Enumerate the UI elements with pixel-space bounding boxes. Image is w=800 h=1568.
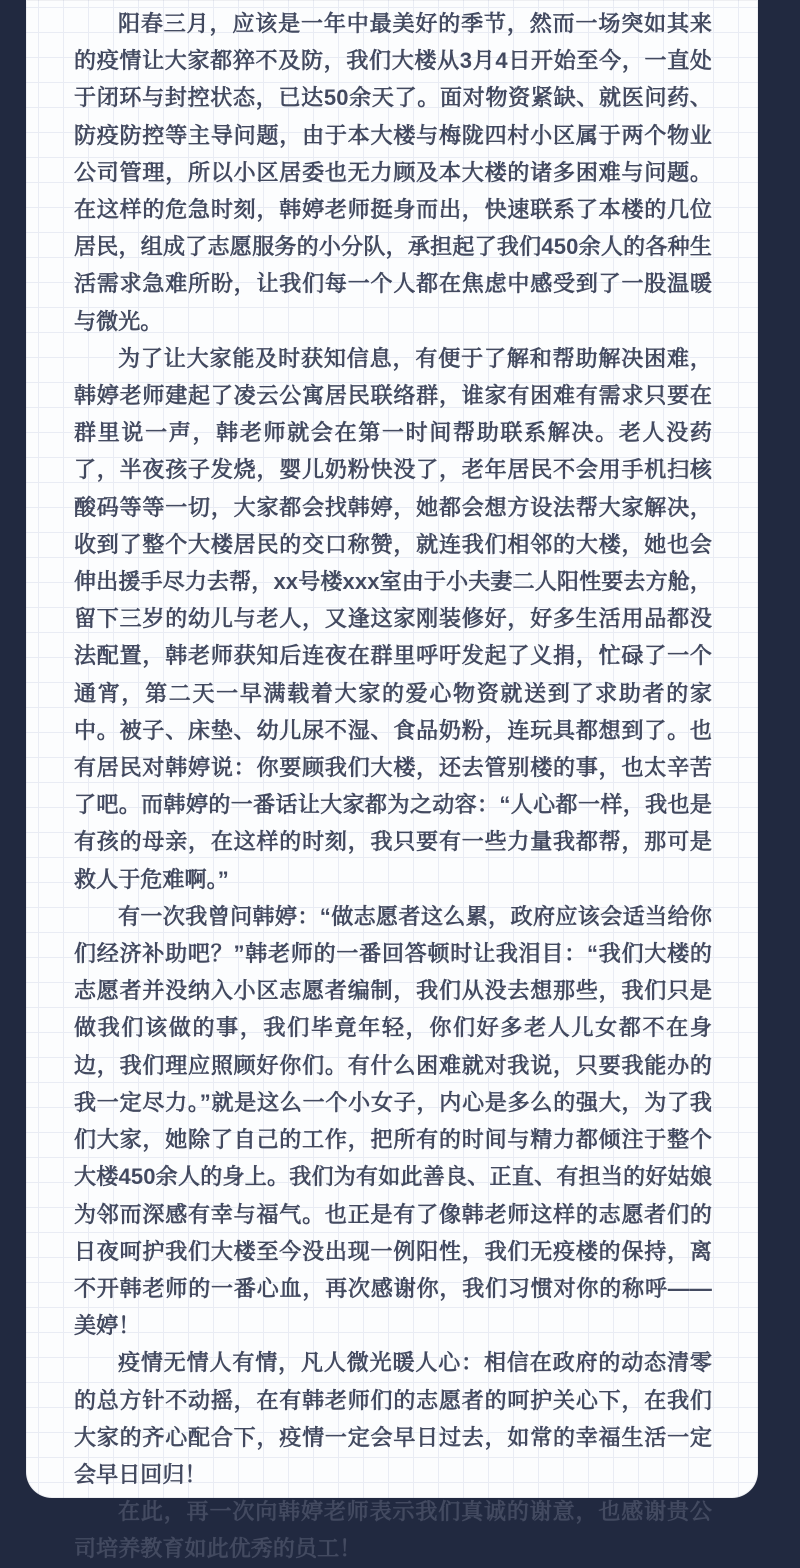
letter-card (26, 0, 758, 1562)
letter-paragraph: 为了让大家能及时获知信息，有便于了解和帮助解决困难，韩婷老师建起了凌云公寓居民联络群，谁家有困难有需求只要在群里说一声，韩老师就会在第一时间帮助联系解决。老人没药了，半夜孩子发烧，婴儿奶粉快没了，老年居民不会用手机扫核酸码等等一切，大家都会找韩婷，她都会想方设法帮大家解决，收到了整个大楼居民的交口称赞，就连我们相邻的大楼，她也会伸出援手尽力去帮，xx号楼xxx室由于小夫妻二人阳性要去方舱，留下三岁的幼儿与老人，又逢这家刚装修好，好多生活用品都没法配置，韩老师获知后连夜在群里呼吁发起了义捐，忙碌了一个通宵，第二天一早满载着大家的爱心物资就送到了求助者的家中。被子、床垫、幼儿尿不湿、食品奶粉，连玩具都想到了。也有居民对韩婷说：你要顾我们大楼，还去管别楼的事，也太辛苦了吧。而韩婷的一番话让大家都为之动容：“人心都一样，我也是有孩的母亲，在这样的时刻，我只要有一些力量我都帮，那可是救人于危难啊。” (74, 345, 712, 892)
letter-paragraph: 在此，再一次向韩婷老师表示我们真诚的谢意，也感谢贵公司培养教育如此优秀的员工！ (74, 1499, 712, 1562)
letter-paragraph: 疫情无情人有情，凡人微光暖人心：相信在政府的动态清零的总方针不动摇，在有韩老师们的志愿者的呵护关心下，在我们大家的齐心配合下，疫情一定会早日过去，如常的幸福生活一定会早日回归！ (74, 1350, 712, 1487)
letter-body (26, 0, 758, 1562)
letter-paragraph: 有一次我曾问韩婷：“做志愿者这么累，政府应该会适当给你们经济补助吧？”韩老师的一番回答顿时让我泪目：“我们大楼的志愿者并没纳入小区志愿者编制，我们从没去想那些，我们只是做我们该做的事，我们毕竟年轻，你们好多老人儿女都不在身边，我们理应照顾好你们。有什么困难就对我说，只要我能办的我一定尽力。”就是这么一个小女子，内心是多么的强大，为了我们大家，她除了自己的工作，把所有的时间与精力都倾注于整个大楼450余人的身上。我们为有如此善良、正直、有担当的好姑娘为邻而深感有幸与福气。也正是有了像韩老师这样的志愿者们的日夜呵护我们大楼至今没出现一例阳性，我们无疫楼的保持，离不开韩老师的一番心血，再次感谢你，我们习惯对你的称呼——美婷！ (74, 903, 712, 1339)
letter-paragraph: 阳春三月，应该是一年中最美好的季节，然而一场突如其来的疫情让大家都猝不及防，我们大楼从3月4日开始至今，一直处于闭环与封控状态，已达50余天了。面对物资紧缺、就医问药、防疫防控等主导问题，由于本大楼与梅陇四村小区属于两个物业公司管理，所以小区居委也无力顾及本大楼的诸多困难与问题。在这样的危急时刻，韩婷老师挺身而出，快速联系了本楼的几位居民，组成了志愿服务的小分队，承担起了我们450余人的各种生活需求急难所盼，让我们每一个人都在焦虑中感受到了一股温暖与微光。 (74, 11, 712, 334)
